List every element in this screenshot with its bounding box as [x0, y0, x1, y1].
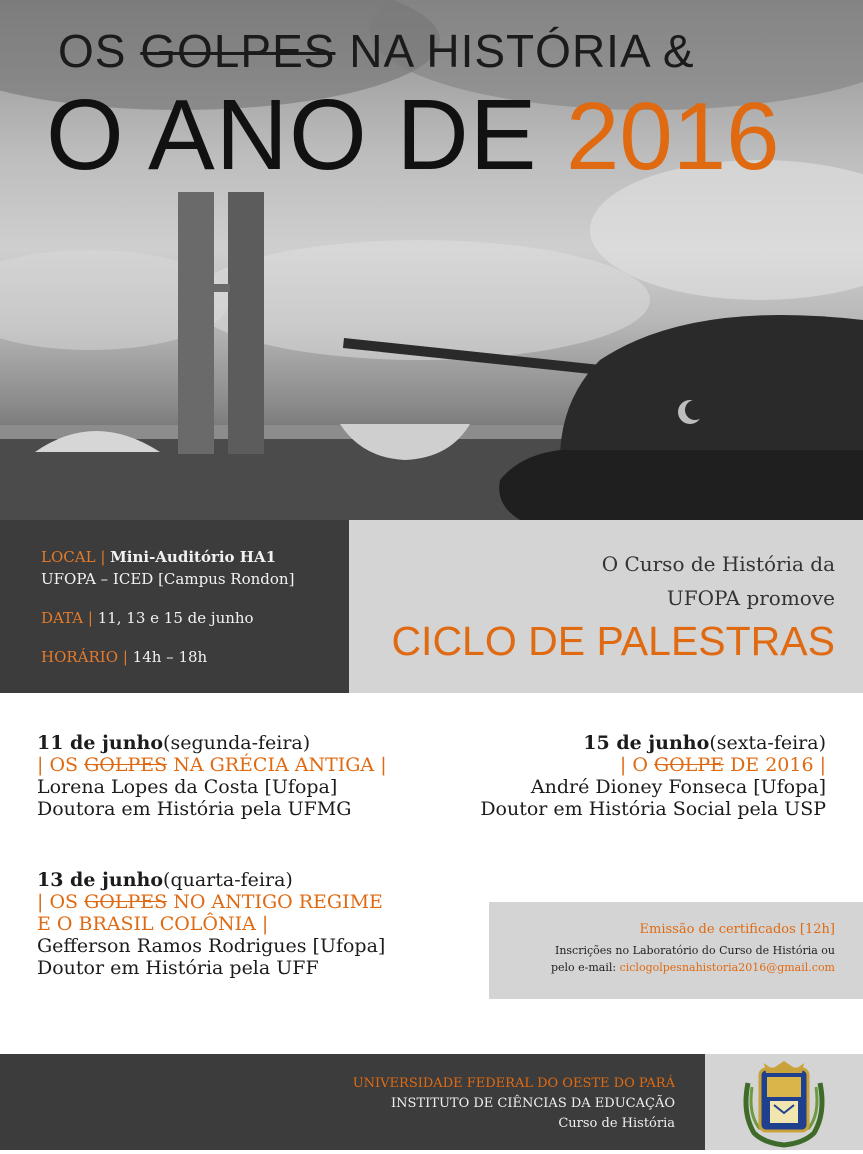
- title-word-os: OS: [58, 25, 127, 77]
- session-topic-line-2: E O BRASIL COLÔNIA |: [37, 913, 269, 935]
- certificate-line-2: [551, 961, 835, 974]
- topic-struck: GOLPE: [653, 754, 725, 776]
- session-date-line: [37, 869, 385, 891]
- session-weekday: (segunda-feira): [163, 732, 311, 754]
- session-3: [480, 732, 826, 820]
- time-value: 14h – 18h: [132, 648, 208, 666]
- title-year: 2016: [566, 83, 780, 190]
- footer-panel: [0, 1054, 705, 1150]
- session-topic: [37, 754, 387, 776]
- info-date-row: [41, 609, 254, 627]
- date-label: DATA: [41, 609, 84, 627]
- footer-course: Curso de História: [558, 1116, 675, 1131]
- topic-pre: | O: [619, 754, 648, 776]
- info-local-detail: UFOPA – ICED [Campus Rondon]: [41, 570, 295, 588]
- title-word-rest: NA HISTÓRIA &: [349, 25, 695, 77]
- session-date-line: [480, 732, 826, 754]
- topic-struck: GOLPES: [84, 754, 168, 776]
- session-date: 13 de junho: [37, 869, 164, 891]
- local-label: LOCAL: [41, 548, 96, 566]
- separator: |: [100, 548, 106, 566]
- topic-post: DE 2016 |: [730, 754, 826, 776]
- session-speaker: Lorena Lopes da Costa [Ufopa]: [37, 776, 338, 798]
- title-line-2: O ANO DE: [46, 79, 538, 191]
- date-value: 11, 13 e 15 de junho: [97, 609, 254, 627]
- promo-panel: [349, 520, 863, 693]
- session-date: 11 de junho: [37, 732, 164, 754]
- footer-institute: INSTITUTO DE CIÊNCIAS DA EDUCAÇÃO: [391, 1096, 675, 1111]
- session-date: 15 de junho: [583, 732, 710, 754]
- session-speaker: Gefferson Ramos Rodrigues [Ufopa]: [37, 935, 386, 957]
- separator: |: [87, 609, 93, 627]
- hero-photo: [0, 0, 863, 520]
- info-time-row: [41, 648, 207, 666]
- topic-post: NO ANTIGO REGIME: [173, 891, 383, 913]
- session-date-line: [37, 732, 387, 754]
- cycle-title: CICLO DE PALESTRAS: [391, 618, 835, 664]
- session-2: [37, 869, 385, 979]
- time-label: HORÁRIO: [41, 648, 119, 666]
- promo-line-2: UFOPA promove: [666, 586, 835, 610]
- event-info-panel: [0, 520, 349, 693]
- separator: |: [122, 648, 128, 666]
- certificate-email-prefix: pelo e-mail:: [550, 961, 617, 974]
- footer-university: UNIVERSIDADE FEDERAL DO OESTE DO PARÁ: [352, 1076, 675, 1091]
- title-line-1: [58, 24, 695, 78]
- local-value: Mini-Auditório HA1: [110, 548, 277, 566]
- session-speaker: André Dioney Fonseca [Ufopa]: [530, 776, 826, 798]
- certificate-box: [489, 902, 863, 999]
- session-topic: [37, 891, 385, 913]
- certificate-line-1: Inscrições no Laboratório do Curso de História ou: [554, 944, 835, 957]
- session-1: [37, 732, 387, 820]
- promo-line-1: O Curso de História da: [601, 552, 835, 576]
- session-weekday: (quarta-feira): [163, 869, 293, 891]
- certificate-email[interactable]: ciclogolpesnahistoria2016@gmail.com: [619, 961, 835, 974]
- session-degree: Doutor em História Social pela USP: [480, 798, 826, 820]
- session-weekday: (sexta-feira): [709, 732, 826, 754]
- topic-post: NA GRÉCIA ANTIGA |: [173, 754, 387, 776]
- footer-logo-panel: [705, 1054, 863, 1150]
- info-local-row: [41, 548, 276, 566]
- topic-struck: GOLPES: [84, 891, 168, 913]
- university-seal-icon: [705, 1054, 863, 1150]
- session-topic: [480, 754, 826, 776]
- session-degree: Doutora em História pela UFMG: [37, 798, 352, 820]
- topic-pre: | OS: [37, 891, 79, 913]
- session-degree: Doutor em História pela UFF: [37, 957, 319, 979]
- topic-pre: | OS: [37, 754, 79, 776]
- certificate-title: Emissão de certificados [12h]: [639, 922, 835, 937]
- title-word-golpes-struck: GOLPES: [140, 25, 336, 77]
